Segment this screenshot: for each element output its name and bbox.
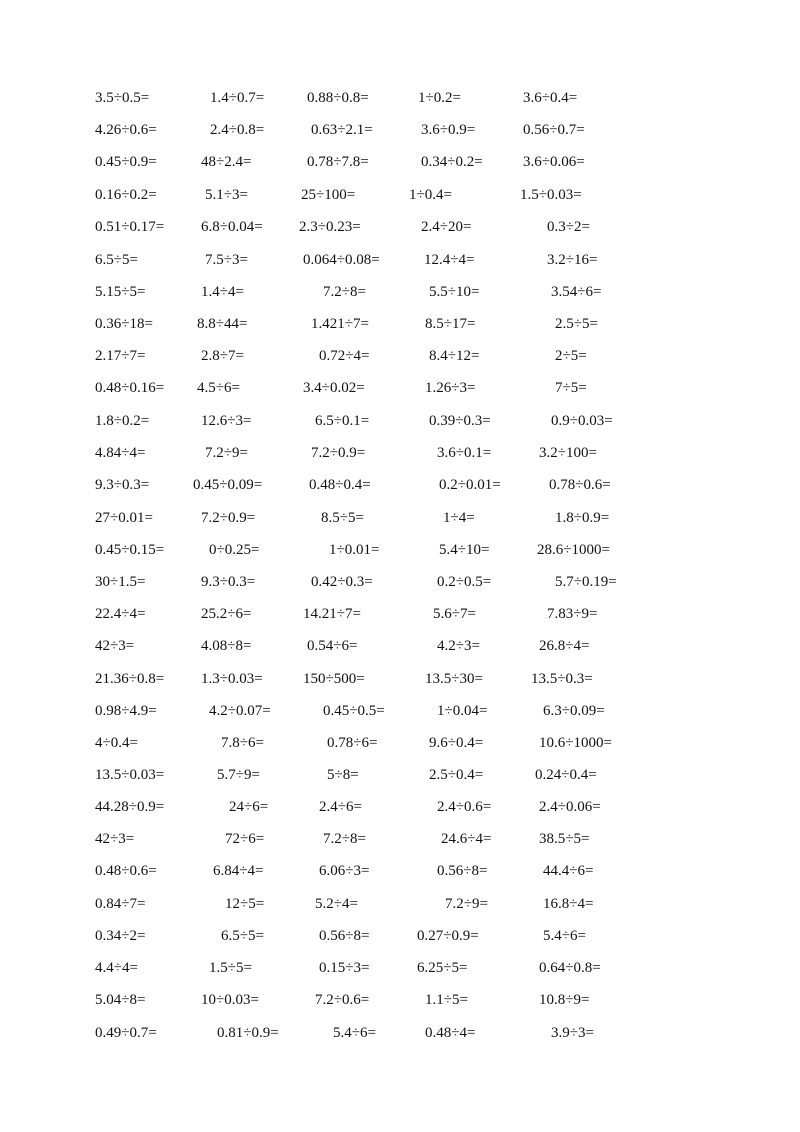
division-problem: 3.2÷100= xyxy=(539,445,597,461)
division-problem: 13.5÷30= xyxy=(425,671,483,687)
problem-row xyxy=(0,508,800,540)
division-problem: 5.4÷6= xyxy=(543,928,586,944)
division-problem: 10.6÷1000= xyxy=(539,735,612,751)
division-problem: 0.48÷0.16= xyxy=(95,380,165,396)
division-problem: 72÷6= xyxy=(225,831,265,847)
division-problem: 3.6÷0.06= xyxy=(523,154,585,170)
division-problem: 5.4÷6= xyxy=(333,1025,376,1041)
division-problem: 48÷2.4= xyxy=(201,154,252,170)
division-problem: 8.4÷12= xyxy=(429,348,480,364)
division-problem: 0.81÷0.9= xyxy=(217,1025,279,1041)
division-problem: 1.1÷5= xyxy=(425,992,468,1008)
division-problem: 6.84÷4= xyxy=(213,863,264,879)
problem-row xyxy=(0,152,800,184)
division-problem: 1.4÷4= xyxy=(201,284,244,300)
division-problem: 0.45÷0.9= xyxy=(95,154,157,170)
division-problem: 4.5÷6= xyxy=(197,380,240,396)
division-problem: 4÷0.4= xyxy=(95,735,138,751)
division-problem: 3.54÷6= xyxy=(551,284,602,300)
division-problem: 2÷5= xyxy=(555,348,587,364)
division-problem: 10.8÷9= xyxy=(539,992,590,1008)
division-problem: 1÷0.2= xyxy=(418,90,461,106)
division-problem: 14.21÷7= xyxy=(303,606,361,622)
division-problem: 0.42÷0.3= xyxy=(311,574,373,590)
division-problem: 5.4÷10= xyxy=(439,542,490,558)
problem-row xyxy=(0,958,800,990)
division-problem: 22.4÷4= xyxy=(95,606,146,622)
division-problem: 0.24÷0.4= xyxy=(535,767,597,783)
division-problem: 0.48÷4= xyxy=(425,1025,476,1041)
division-problem: 6.06÷3= xyxy=(319,863,370,879)
division-problem: 6.25÷5= xyxy=(417,960,468,976)
division-problem: 0.2÷0.01= xyxy=(439,477,501,493)
division-problem: 1÷4= xyxy=(443,510,475,526)
division-problem: 0.72÷4= xyxy=(319,348,370,364)
division-problem: 6.5÷0.1= xyxy=(315,413,370,429)
division-problem: 30÷1.5= xyxy=(95,574,146,590)
problem-row xyxy=(0,217,800,249)
problem-row xyxy=(0,701,800,733)
problem-row xyxy=(0,765,800,797)
division-problem: 9.3÷0.3= xyxy=(201,574,256,590)
division-problem: 7.2÷9= xyxy=(205,445,248,461)
division-problem: 25÷100= xyxy=(301,187,356,203)
division-problem: 0.56÷0.7= xyxy=(523,122,585,138)
problem-row xyxy=(0,540,800,572)
problem-row xyxy=(0,990,800,1022)
division-problem: 44.4÷6= xyxy=(543,863,594,879)
division-problem: 5.6÷7= xyxy=(433,606,476,622)
division-problem: 0.64÷0.8= xyxy=(539,960,601,976)
division-problem: 0.84÷7= xyxy=(95,896,146,912)
division-problem: 3.9÷3= xyxy=(551,1025,594,1041)
division-problem: 7.2÷0.9= xyxy=(201,510,256,526)
problem-row xyxy=(0,88,800,120)
division-problem: 44.28÷0.9= xyxy=(95,799,165,815)
division-problem: 0.27÷0.9= xyxy=(417,928,479,944)
problem-row xyxy=(0,250,800,282)
division-problem: 0.39÷0.3= xyxy=(429,413,491,429)
division-problem: 1.5÷5= xyxy=(209,960,252,976)
division-problem: 3.2÷16= xyxy=(547,252,598,268)
division-problem: 5.7÷0.19= xyxy=(555,574,617,590)
division-problem: 7.2÷0.9= xyxy=(311,445,366,461)
division-problem: 0.88÷0.8= xyxy=(307,90,369,106)
division-problem: 1.5÷0.03= xyxy=(520,187,582,203)
division-problem: 6.5÷5= xyxy=(95,252,138,268)
division-problem: 0.15÷3= xyxy=(319,960,370,976)
division-problem: 7÷5= xyxy=(555,380,587,396)
division-problem: 3.6÷0.9= xyxy=(421,122,476,138)
division-problem: 1.8÷0.2= xyxy=(95,413,150,429)
division-problem: 0.48÷0.6= xyxy=(95,863,157,879)
division-problem: 12÷5= xyxy=(225,896,265,912)
division-problem: 1÷0.01= xyxy=(329,542,380,558)
division-problem: 0.9÷0.03= xyxy=(551,413,613,429)
division-problem: 13.5÷0.3= xyxy=(531,671,593,687)
division-problem: 0.45÷0.5= xyxy=(323,703,385,719)
division-problem: 2.4÷6= xyxy=(319,799,362,815)
division-problem: 4.08÷8= xyxy=(201,638,252,654)
division-problem: 21.36÷0.8= xyxy=(95,671,165,687)
division-problem: 4.84÷4= xyxy=(95,445,146,461)
problem-row xyxy=(0,669,800,701)
problem-row xyxy=(0,733,800,765)
division-problem: 5÷8= xyxy=(327,767,359,783)
division-problem: 27÷0.01= xyxy=(95,510,153,526)
division-problem: 0.98÷4.9= xyxy=(95,703,157,719)
problem-row xyxy=(0,120,800,152)
division-problem: 10÷0.03= xyxy=(201,992,259,1008)
division-problem: 28.6÷1000= xyxy=(537,542,610,558)
division-problem: 6.5÷5= xyxy=(221,928,264,944)
division-problem: 0÷0.25= xyxy=(209,542,260,558)
division-problem: 7.2÷0.6= xyxy=(315,992,370,1008)
division-problem: 6.3÷0.09= xyxy=(543,703,605,719)
division-problem: 7.5÷3= xyxy=(205,252,248,268)
division-problem: 0.45÷0.09= xyxy=(193,477,263,493)
division-problem: 4.26÷0.6= xyxy=(95,122,157,138)
division-problem: 42÷3= xyxy=(95,638,135,654)
division-problem: 1.26÷3= xyxy=(425,380,476,396)
division-problem: 38.5÷5= xyxy=(539,831,590,847)
problem-row xyxy=(0,346,800,378)
division-problem: 26.8÷4= xyxy=(539,638,590,654)
problem-row xyxy=(0,572,800,604)
division-problem: 13.5÷0.03= xyxy=(95,767,165,783)
division-problem: 150÷500= xyxy=(303,671,365,687)
division-problem: 2.17÷7= xyxy=(95,348,146,364)
division-problem: 12.4÷4= xyxy=(424,252,475,268)
division-problem: 2.4÷0.8= xyxy=(210,122,265,138)
division-problem: 7.2÷8= xyxy=(323,831,366,847)
division-problem: 2.5÷0.4= xyxy=(429,767,484,783)
division-problem: 0.064÷0.08= xyxy=(303,252,380,268)
division-problem: 24÷6= xyxy=(229,799,269,815)
division-problem: 0.34÷0.2= xyxy=(421,154,483,170)
division-problem: 2.5÷5= xyxy=(555,316,598,332)
division-problem: 1.4÷0.7= xyxy=(210,90,265,106)
division-problem: 5.1÷3= xyxy=(205,187,248,203)
division-problem: 8.8÷44= xyxy=(197,316,248,332)
division-problem: 24.6÷4= xyxy=(441,831,492,847)
division-problem: 2.4÷0.6= xyxy=(437,799,492,815)
problem-row xyxy=(0,894,800,926)
division-problem: 0.54÷6= xyxy=(307,638,358,654)
division-problem: 0.63÷2.1= xyxy=(311,122,373,138)
problem-row xyxy=(0,926,800,958)
problem-row xyxy=(0,314,800,346)
division-problem: 8.5÷5= xyxy=(321,510,364,526)
division-problem: 2.4÷20= xyxy=(421,219,472,235)
division-problem: 1÷0.4= xyxy=(409,187,452,203)
problem-row xyxy=(0,378,800,410)
problem-row xyxy=(0,797,800,829)
division-problem: 5.2÷4= xyxy=(315,896,358,912)
division-problem: 0.78÷0.6= xyxy=(549,477,611,493)
problem-row xyxy=(0,861,800,893)
division-problem: 0.16÷0.2= xyxy=(95,187,157,203)
division-problem: 2.3÷0.23= xyxy=(299,219,361,235)
problem-row xyxy=(0,1023,800,1055)
division-problem: 8.5÷17= xyxy=(425,316,476,332)
division-problem: 16.8÷4= xyxy=(543,896,594,912)
division-problem: 7.8÷6= xyxy=(221,735,264,751)
division-problem: 5.15÷5= xyxy=(95,284,146,300)
division-problem: 2.8÷7= xyxy=(201,348,244,364)
division-problem: 0.36÷18= xyxy=(95,316,153,332)
division-problem: 0.78÷7.8= xyxy=(307,154,369,170)
problem-row xyxy=(0,829,800,861)
division-problem: 3.5÷0.5= xyxy=(95,90,150,106)
division-problem: 4.2÷3= xyxy=(437,638,480,654)
division-problem: 0.49÷0.7= xyxy=(95,1025,157,1041)
division-problem: 1.8÷0.9= xyxy=(555,510,610,526)
division-problem: 0.56÷8= xyxy=(319,928,370,944)
problem-row xyxy=(0,185,800,217)
division-problem: 3.6÷0.1= xyxy=(437,445,492,461)
division-problem: 4.2÷0.07= xyxy=(209,703,271,719)
problem-row xyxy=(0,443,800,475)
division-problem: 0.56÷8= xyxy=(437,863,488,879)
division-problem: 0.51÷0.17= xyxy=(95,219,165,235)
division-problem: 42÷3= xyxy=(95,831,135,847)
division-problem: 4.4÷4= xyxy=(95,960,138,976)
division-problem: 3.4÷0.02= xyxy=(303,380,365,396)
problem-row xyxy=(0,636,800,668)
division-problem: 6.8÷0.04= xyxy=(201,219,263,235)
division-problem: 1.3÷0.03= xyxy=(201,671,263,687)
division-problem: 0.45÷0.15= xyxy=(95,542,165,558)
division-problem: 1.421÷7= xyxy=(311,316,369,332)
division-problem: 7.83÷9= xyxy=(547,606,598,622)
problem-row xyxy=(0,282,800,314)
division-problem: 5.04÷8= xyxy=(95,992,146,1008)
division-problem: 0.34÷2= xyxy=(95,928,146,944)
division-problem: 7.2÷9= xyxy=(445,896,488,912)
problem-row xyxy=(0,475,800,507)
division-problem: 9.6÷0.4= xyxy=(429,735,484,751)
division-problem: 12.6÷3= xyxy=(201,413,252,429)
problem-row xyxy=(0,411,800,443)
division-problem: 0.3÷2= xyxy=(547,219,590,235)
division-problem: 7.2÷8= xyxy=(323,284,366,300)
problem-row xyxy=(0,604,800,636)
division-problem: 2.4÷0.06= xyxy=(539,799,601,815)
division-problem: 9.3÷0.3= xyxy=(95,477,150,493)
division-problem: 5.5÷10= xyxy=(429,284,480,300)
division-problem: 0.78÷6= xyxy=(327,735,378,751)
division-problem: 3.6÷0.4= xyxy=(523,90,578,106)
division-problem: 0.2÷0.5= xyxy=(437,574,492,590)
division-problem: 1÷0.04= xyxy=(437,703,488,719)
division-problem: 5.7÷9= xyxy=(217,767,260,783)
division-problem: 0.48÷0.4= xyxy=(309,477,371,493)
division-problem: 25.2÷6= xyxy=(201,606,252,622)
